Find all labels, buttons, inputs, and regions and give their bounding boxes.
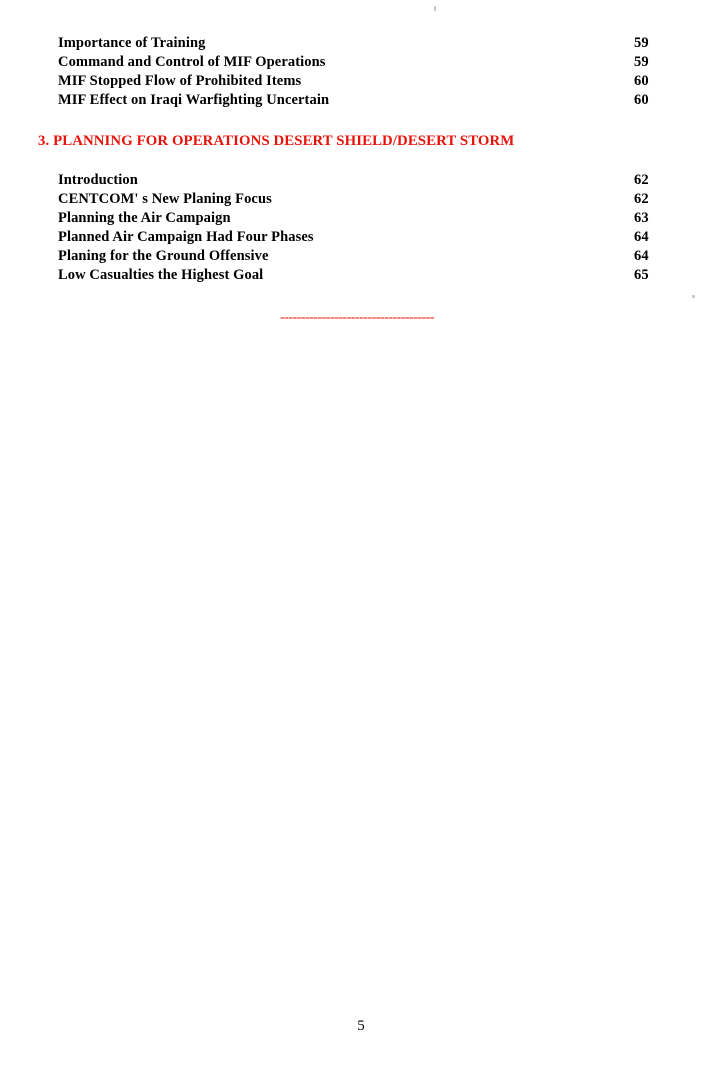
toc-entry-title: Low Casualties the Highest Goal: [58, 267, 264, 283]
toc-entry-page: 59: [634, 35, 649, 51]
toc-entry-title: MIF Stopped Flow of Prohibited Items: [58, 73, 302, 89]
section-divider: -------------------------------------: [280, 310, 434, 325]
toc-group-continued: [58, 34, 664, 110]
toc-entry-title: Importance of Training: [58, 35, 206, 51]
scan-speck: [434, 6, 436, 11]
toc-entry-title: Command and Control of MIF Operations: [58, 54, 326, 70]
toc-entry-title: Planning the Air Campaign: [58, 210, 231, 226]
toc-entry[interactable]: [58, 228, 664, 247]
toc-entry[interactable]: [58, 171, 664, 190]
toc-entry-title: Planing for the Ground Offensive: [58, 248, 269, 264]
toc-entry-title: Planned Air Campaign Had Four Phases: [58, 229, 314, 245]
toc-entry-page: 64: [634, 248, 649, 264]
toc-entry[interactable]: [58, 34, 664, 53]
section-heading: 3. PLANNING FOR OPERATIONS DESERT SHIELD/DESERT STORM: [38, 133, 515, 149]
toc-entry-page: 59: [634, 54, 649, 70]
toc-entry-page: 60: [634, 92, 649, 108]
toc-entry[interactable]: [58, 91, 664, 110]
toc-entry-title: Introduction: [58, 172, 138, 188]
toc-entry[interactable]: [58, 209, 664, 228]
toc-entry-page: 64: [634, 229, 649, 245]
toc-entry-page: 62: [634, 191, 649, 207]
toc-entry-page: 65: [634, 267, 649, 283]
toc-entry-page: 62: [634, 172, 649, 188]
page-number: 5: [357, 1018, 365, 1034]
toc-entry-page: 63: [634, 210, 649, 226]
toc-entry[interactable]: [58, 72, 664, 91]
toc-entry[interactable]: [58, 266, 664, 285]
toc-entry[interactable]: [58, 53, 664, 72]
toc-entry-page: 60: [634, 73, 649, 89]
toc-entry-title: MIF Effect on Iraqi Warfighting Uncertain: [58, 92, 330, 108]
toc-entry[interactable]: [58, 190, 664, 209]
scan-speck: [692, 295, 695, 298]
toc-entry[interactable]: [58, 247, 664, 266]
toc-group-section-3: [58, 171, 664, 285]
toc-entry-title: CENTCOM' s New Planing Focus: [58, 191, 272, 207]
